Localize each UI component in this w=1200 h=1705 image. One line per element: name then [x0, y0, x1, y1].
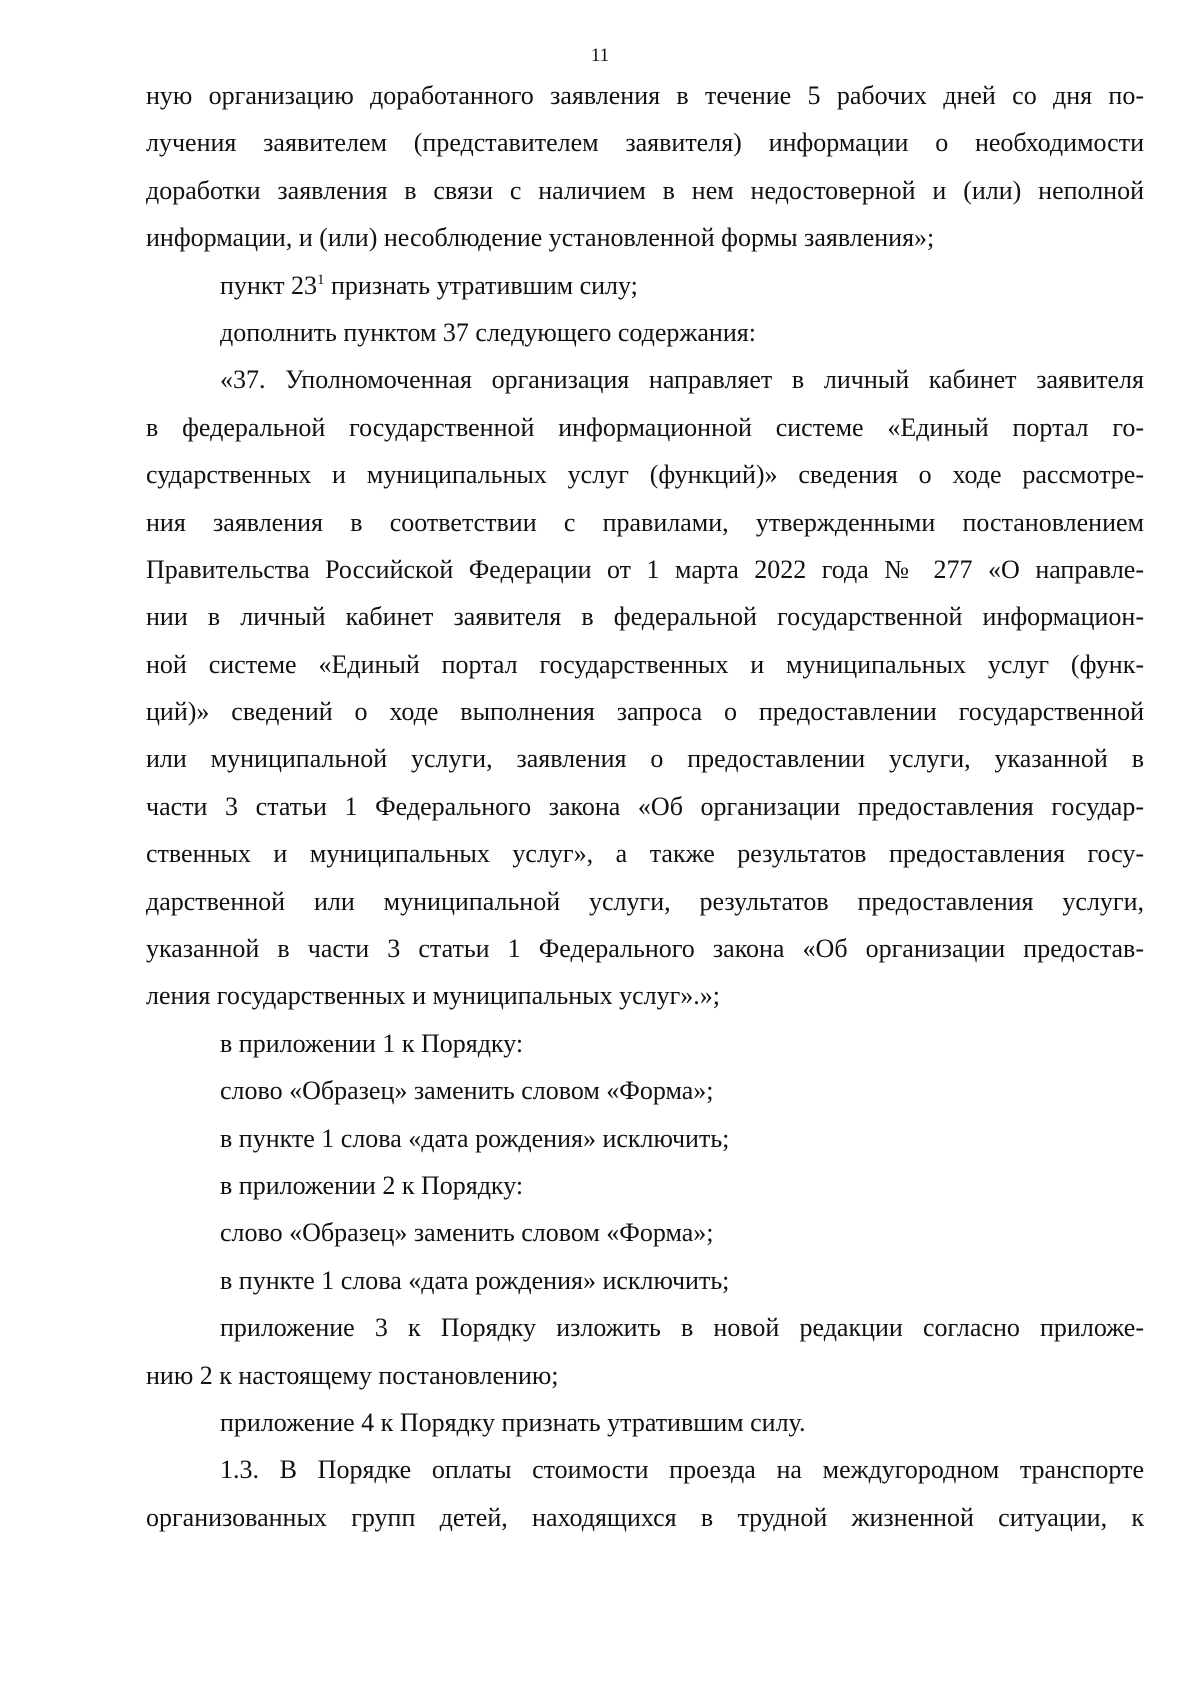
text-line: части 3 статьи 1 Федерального закона «Об организации предоставления государ-	[146, 791, 1144, 821]
text-line: в пункте 1 слова «дата рождения» исключить;	[220, 1265, 730, 1295]
text-line: или муниципальной услуги, заявления о предоставлении услуги, указанной в	[146, 744, 1144, 774]
text-line: организованных групп детей, находящихся в трудной жизненной ситуации, к	[146, 1502, 1144, 1532]
text-line: дарственной или муниципальной услуги, результатов предоставления услуги,	[146, 886, 1144, 916]
text-line: в пункте 1 слова «дата рождения» исключить;	[220, 1123, 730, 1153]
text-line: 1.3. В Порядке оплаты стоимости проезда на междугородном транспорте	[220, 1455, 1144, 1485]
text-line: в федеральной государственной информационной системе «Единый портал го-	[146, 412, 1144, 442]
page-number: 11	[590, 45, 610, 66]
text-line: Правительства Российской Федерации от 1 марта 2022 года № 277 «О направле-	[146, 554, 1144, 584]
text-line: слово «Образец» заменить словом «Форма»;	[220, 1076, 714, 1106]
text-fragment: признать утратившим силу;	[324, 270, 638, 300]
text-line: указанной в части 3 статьи 1 Федерального закона «Об организации предостав-	[146, 934, 1144, 964]
text-line: слово «Образец» заменить словом «Форма»;	[220, 1218, 714, 1248]
text-line: приложение 4 к Порядку признать утратившим силу.	[220, 1407, 806, 1437]
text-line: лучения заявителем (представителем заявителя) информации о необходимости	[146, 128, 1144, 158]
text-line: информации, и (или) несоблюдение установленной формы заявления»;	[146, 223, 935, 253]
text-line: дополнить пунктом 37 следующего содержания:	[220, 317, 756, 347]
text-line: в приложении 1 к Порядку:	[220, 1028, 524, 1058]
text-line: доработки заявления в связи с наличием в нем недостоверной и (или) неполной	[146, 175, 1144, 205]
text-line: ной системе «Единый портал государственных и муниципальных услуг (функ-	[146, 649, 1144, 679]
text-line: ную организацию доработанного заявления в течение 5 рабочих дней со дня по-	[146, 81, 1144, 110]
text-line: ций)» сведений о ходе выполнения запроса о предоставлении государственной	[146, 697, 1144, 727]
text-line: ственных и муниципальных услуг», а также результатов предоставления госу-	[146, 839, 1144, 869]
text-line-with-superscript	[146, 262, 1144, 309]
superscript: 1	[316, 271, 325, 288]
text-fragment: пункт 23	[220, 270, 317, 300]
text-line: ления государственных и муниципальных услуг».»;	[146, 981, 720, 1011]
text-line: приложение 3 к Порядку изложить в новой редакции согласно приложе-	[220, 1313, 1144, 1343]
text-line: в приложении 2 к Порядку:	[220, 1170, 524, 1200]
document-body	[146, 72, 1144, 1541]
text-line: нии в личный кабинет заявителя в федеральной государственной информацион-	[146, 602, 1144, 632]
text-line: нию 2 к настоящему постановлению;	[146, 1360, 559, 1390]
text-line: «37. Уполномоченная организация направляет в личный кабинет заявителя	[220, 365, 1144, 395]
text-line: ния заявления в соответствии с правилами, утвержденными постановлением	[146, 507, 1144, 537]
text-line: сударственных и муниципальных услуг (функций)» сведения о ходе рассмотре-	[146, 460, 1144, 490]
